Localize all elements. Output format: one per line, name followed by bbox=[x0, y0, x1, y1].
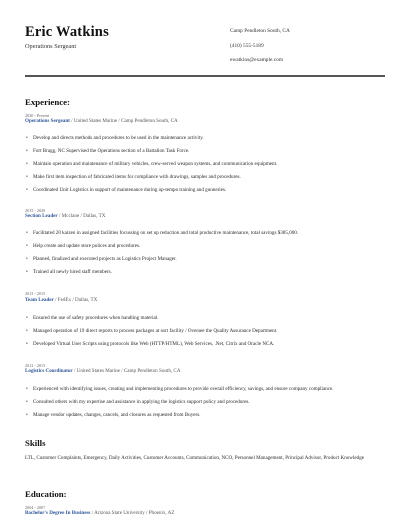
bullet-text: Trained all newly hired staff members. bbox=[33, 269, 112, 275]
contact-block bbox=[230, 28, 290, 72]
job-role-details: / FedEx / Dallas, TX bbox=[53, 297, 98, 303]
job-role-title: Team Leader bbox=[25, 297, 54, 303]
bullet-icon: • bbox=[26, 174, 28, 180]
job-role-details: / United States Marine / Camp Pendleton South, CA bbox=[69, 118, 178, 124]
bullet-icon: • bbox=[26, 341, 28, 347]
job-role-details: / United States Marine / Camp Pendleton South, CA bbox=[72, 368, 181, 374]
bullet-text: Consulted others with my expertise and assistance in applying the logistics support policy and procedures. bbox=[33, 399, 250, 405]
job-dates: 2013 - 2015 bbox=[25, 291, 46, 296]
job-role-title: Logistics Coordinator bbox=[25, 368, 73, 374]
bullet-text: Experienced with identifying issues, creating and implementing procedures to provide overall efficiency, savings, and ensure company compliance. bbox=[33, 386, 334, 392]
bullet-text: Coordinated Unit Logistics in support of maintenance during op-tempo training and gunneries. bbox=[33, 187, 227, 193]
job-bullet bbox=[26, 412, 201, 418]
bullet-icon: • bbox=[26, 315, 28, 321]
bullet-text: Develop and directs methods and procedures to be used in the maintenance activity. bbox=[33, 135, 204, 141]
job-bullet bbox=[26, 187, 227, 193]
bullet-text: Fort Bragg, NC Supervised the Operations section of a Battalion Task Force. bbox=[33, 148, 190, 154]
bullet-text: Make first item inspection of fabricated items for compliance with drawings, samples and procedures. bbox=[33, 174, 241, 180]
bullet-text: Ensured the use of safety procedures when handling material. bbox=[33, 315, 159, 321]
bullet-icon: • bbox=[26, 328, 28, 334]
job-role-details: / Mcclane / Dallas, TX bbox=[57, 213, 106, 219]
job-bullet bbox=[26, 256, 177, 262]
bullet-text: Developed Virtual User Scripts using protocols like Web (HTTP/HTML), Web Services, .Net, Citrix and Oracle NCA. bbox=[33, 341, 275, 347]
job-bullet bbox=[26, 328, 278, 334]
bullet-icon: • bbox=[26, 412, 28, 418]
bullet-icon: • bbox=[26, 243, 28, 249]
contact-location: Camp Pendleton South, CA bbox=[230, 28, 290, 34]
header-divider bbox=[25, 75, 385, 77]
contact-phone: (410) 555-5189 bbox=[230, 42, 264, 49]
job-bullet bbox=[26, 148, 190, 154]
education-degree: Bachelor's Degree In Business bbox=[25, 510, 91, 516]
education-entry bbox=[25, 510, 174, 516]
skills-list: LTL, Customer Complaints, Emergency, Daily Activities, Customer Accounts, Communication, NCO, Personnel Management, Principal Advisor, Product Knowledge bbox=[25, 455, 365, 461]
job-bullet bbox=[26, 386, 334, 392]
bullet-text: Help create and update store polices and procedures. bbox=[33, 243, 141, 249]
job-bullet bbox=[26, 230, 299, 236]
bullet-icon: • bbox=[26, 161, 28, 167]
candidate-name: Eric Watkins bbox=[25, 24, 109, 40]
bullet-icon: • bbox=[26, 135, 28, 141]
job-role bbox=[25, 118, 178, 124]
job-bullet bbox=[26, 135, 204, 141]
experience-heading: Experience: bbox=[25, 97, 70, 107]
job-bullet bbox=[26, 161, 278, 167]
job-dates: 2020 - Present bbox=[25, 113, 50, 118]
job-role bbox=[25, 213, 105, 219]
bullet-icon: • bbox=[26, 230, 28, 236]
bullet-text: Maintain operation and maintenance of military vehicles, crew-served weapon systems, and communication equipment. bbox=[33, 161, 278, 167]
job-bullet bbox=[26, 269, 112, 275]
job-bullet bbox=[26, 341, 275, 347]
bullet-icon: • bbox=[26, 399, 28, 405]
job-bullet bbox=[26, 174, 241, 180]
candidate-title: Operations Sergeant bbox=[25, 43, 77, 50]
skills-heading: Skills bbox=[25, 438, 46, 448]
education-dates: 2004 - 2007 bbox=[25, 505, 46, 510]
bullet-text: Manage vendor updates, changes, cancels, and closures as requested from Buyers. bbox=[33, 412, 201, 418]
bullet-text: Planned, finalized and executed projects as Logistics Project Manager. bbox=[33, 256, 177, 262]
job-role-title: Section Leader bbox=[25, 213, 58, 219]
bullet-icon: • bbox=[26, 256, 28, 262]
job-bullet bbox=[26, 243, 141, 249]
education-heading: Education: bbox=[25, 489, 67, 499]
job-bullet bbox=[26, 399, 250, 405]
job-bullet bbox=[26, 315, 159, 321]
bullet-icon: • bbox=[26, 269, 28, 275]
bullet-icon: • bbox=[26, 386, 28, 392]
job-role bbox=[25, 297, 97, 303]
job-dates: 2015 - 2020 bbox=[25, 208, 46, 213]
job-role-title: Operations Sergeant bbox=[25, 118, 70, 124]
contact-email: ewatkins@example.com bbox=[230, 57, 284, 63]
bullet-text: Facilitated 20 kaizen in assigned facilities focussing on set up reduction and total productive maintenance, total savings $385,000. bbox=[33, 230, 299, 236]
job-role bbox=[25, 368, 181, 374]
education-school: / Arizona State University / Phoenix, AZ bbox=[90, 510, 175, 516]
job-dates: 2012 - 2013 bbox=[25, 363, 46, 368]
bullet-icon: • bbox=[26, 187, 28, 193]
bullet-icon: • bbox=[26, 148, 28, 154]
bullet-text: Managed operation of 19 direct reports to process packages at sort facility / Oversee the Quality Assurance Department. bbox=[33, 328, 278, 334]
